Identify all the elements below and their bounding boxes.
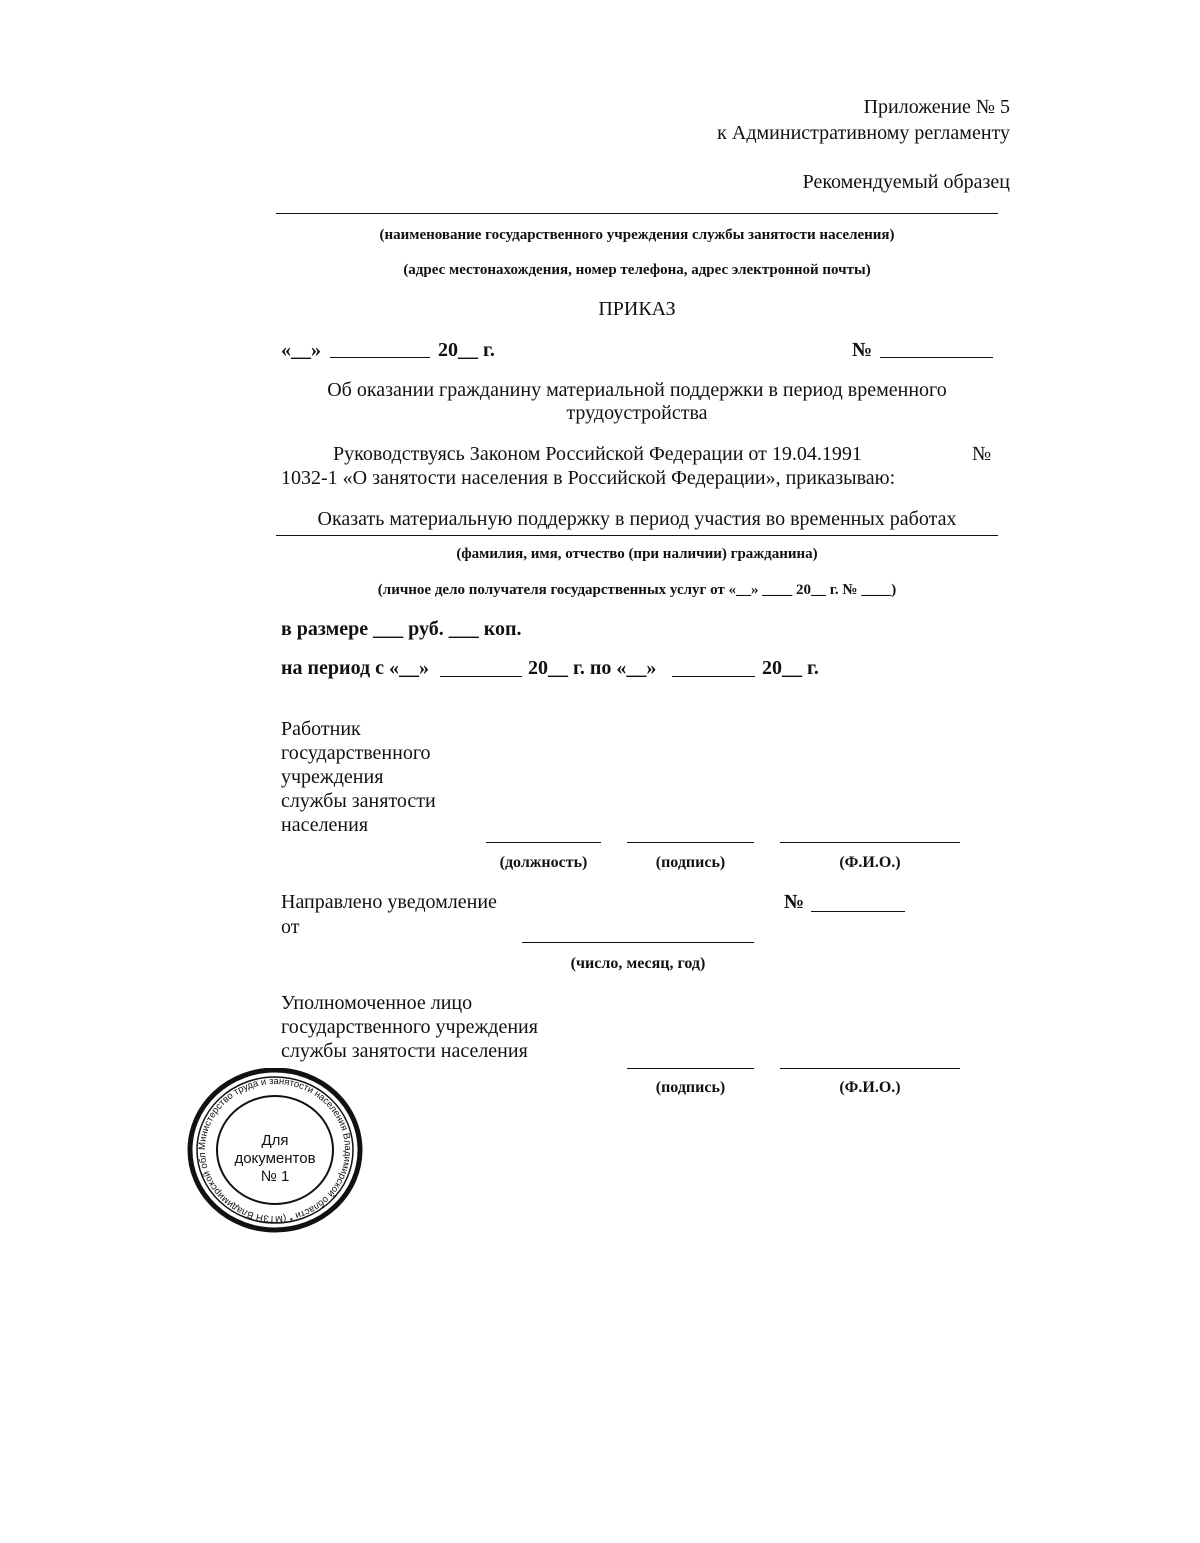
employee-label-line1: Работник bbox=[281, 718, 361, 740]
order-number-label: № bbox=[852, 339, 873, 361]
order-directive: Оказать материальную поддержку в период участия во временных работах bbox=[317, 508, 957, 530]
order-date-quote: «__» bbox=[281, 339, 321, 361]
notice-date-caption: (число, месяц, год) bbox=[570, 955, 706, 972]
employee-label-line2: государственного bbox=[281, 742, 431, 764]
citizen-name-caption: (фамилия, имя, отчество (при наличии) гражданина) bbox=[456, 546, 818, 562]
support-period-middle: 20__ г. по «__» bbox=[528, 657, 657, 679]
support-period-end: 20__ г. bbox=[762, 657, 819, 679]
employee-position-caption: (должность) bbox=[499, 854, 588, 871]
support-amount: в размере ___ руб. ___ коп. bbox=[281, 618, 522, 640]
employee-label-line5: населения bbox=[281, 814, 369, 836]
authorized-name-caption: (Ф.И.О.) bbox=[839, 1079, 901, 1096]
stamp-seal bbox=[185, 1068, 365, 1233]
citizen-name-line bbox=[276, 535, 998, 536]
order-subject-line1: Об оказании гражданину материальной поддержки в период временного bbox=[327, 379, 947, 401]
authorized-name-line bbox=[780, 1068, 960, 1069]
appendix-number: Приложение № 5 bbox=[863, 96, 1010, 118]
authorized-signature-caption: (подпись) bbox=[655, 1079, 726, 1096]
appendix-reference: к Административному регламенту bbox=[717, 122, 1010, 144]
institution-address-caption: (адрес местонахождения, номер телефона, адрес электронной почты) bbox=[403, 262, 871, 278]
authorized-label-line1: Уполномоченное лицо bbox=[281, 992, 473, 1014]
institution-name-caption: (наименование государственного учреждения службы занятости населения) bbox=[379, 227, 895, 243]
stamp-center-line1: Для bbox=[261, 1132, 289, 1149]
case-file-caption: (личное дело получателя государственных услуг от «__» ____ 20__ г. № ____) bbox=[377, 582, 897, 598]
order-number-line bbox=[880, 357, 993, 358]
employee-name-line bbox=[780, 842, 960, 843]
order-date-year: 20__ г. bbox=[438, 339, 495, 361]
order-date-month-line bbox=[330, 357, 430, 358]
employee-signature-line bbox=[627, 842, 754, 843]
order-subject-line2: трудоустройства bbox=[566, 402, 708, 424]
employee-signature-caption: (подпись) bbox=[655, 854, 726, 871]
order-basis-line2: 1032-1 «О занятости населения в Российской Федерации», приказываю: bbox=[281, 467, 896, 489]
authorized-label-line2: государственного учреждения bbox=[281, 1016, 538, 1038]
employee-position-line bbox=[486, 842, 601, 843]
notice-date-line bbox=[522, 942, 754, 943]
notice-number-line bbox=[811, 911, 905, 912]
notice-label-line1: Направлено уведомление bbox=[281, 891, 497, 913]
employee-label-line3: учреждения bbox=[281, 766, 384, 788]
employee-label-line4: службы занятости bbox=[281, 790, 436, 812]
employee-name-caption: (Ф.И.О.) bbox=[839, 854, 901, 871]
authorized-signature-line bbox=[627, 1068, 754, 1069]
stamp-center-line3: № 1 bbox=[260, 1168, 290, 1185]
order-title: ПРИКАЗ bbox=[598, 298, 676, 320]
support-period-month1-line bbox=[440, 676, 522, 677]
notice-number-label: № bbox=[784, 891, 805, 913]
sample-label: Рекомендуемый образец bbox=[802, 171, 1010, 193]
order-basis-number-sign: № bbox=[972, 443, 992, 465]
authorized-label-line3: службы занятости населения bbox=[281, 1040, 528, 1062]
stamp-ring-text: Министерство труда и занятости населения Владимирской области * (МТЗН Владимирской обл bbox=[196, 1075, 354, 1225]
support-period-month2-line bbox=[672, 676, 755, 677]
document-stamp bbox=[185, 1068, 365, 1233]
notice-label-line2: от bbox=[281, 916, 300, 938]
stamp-center-line2: документов bbox=[234, 1150, 316, 1167]
support-period-start: на период с «__» bbox=[281, 657, 429, 679]
order-basis-line1: Руководствуясь Законом Российской Федерации от 19.04.1991 bbox=[333, 443, 862, 465]
institution-name-line bbox=[276, 213, 998, 214]
